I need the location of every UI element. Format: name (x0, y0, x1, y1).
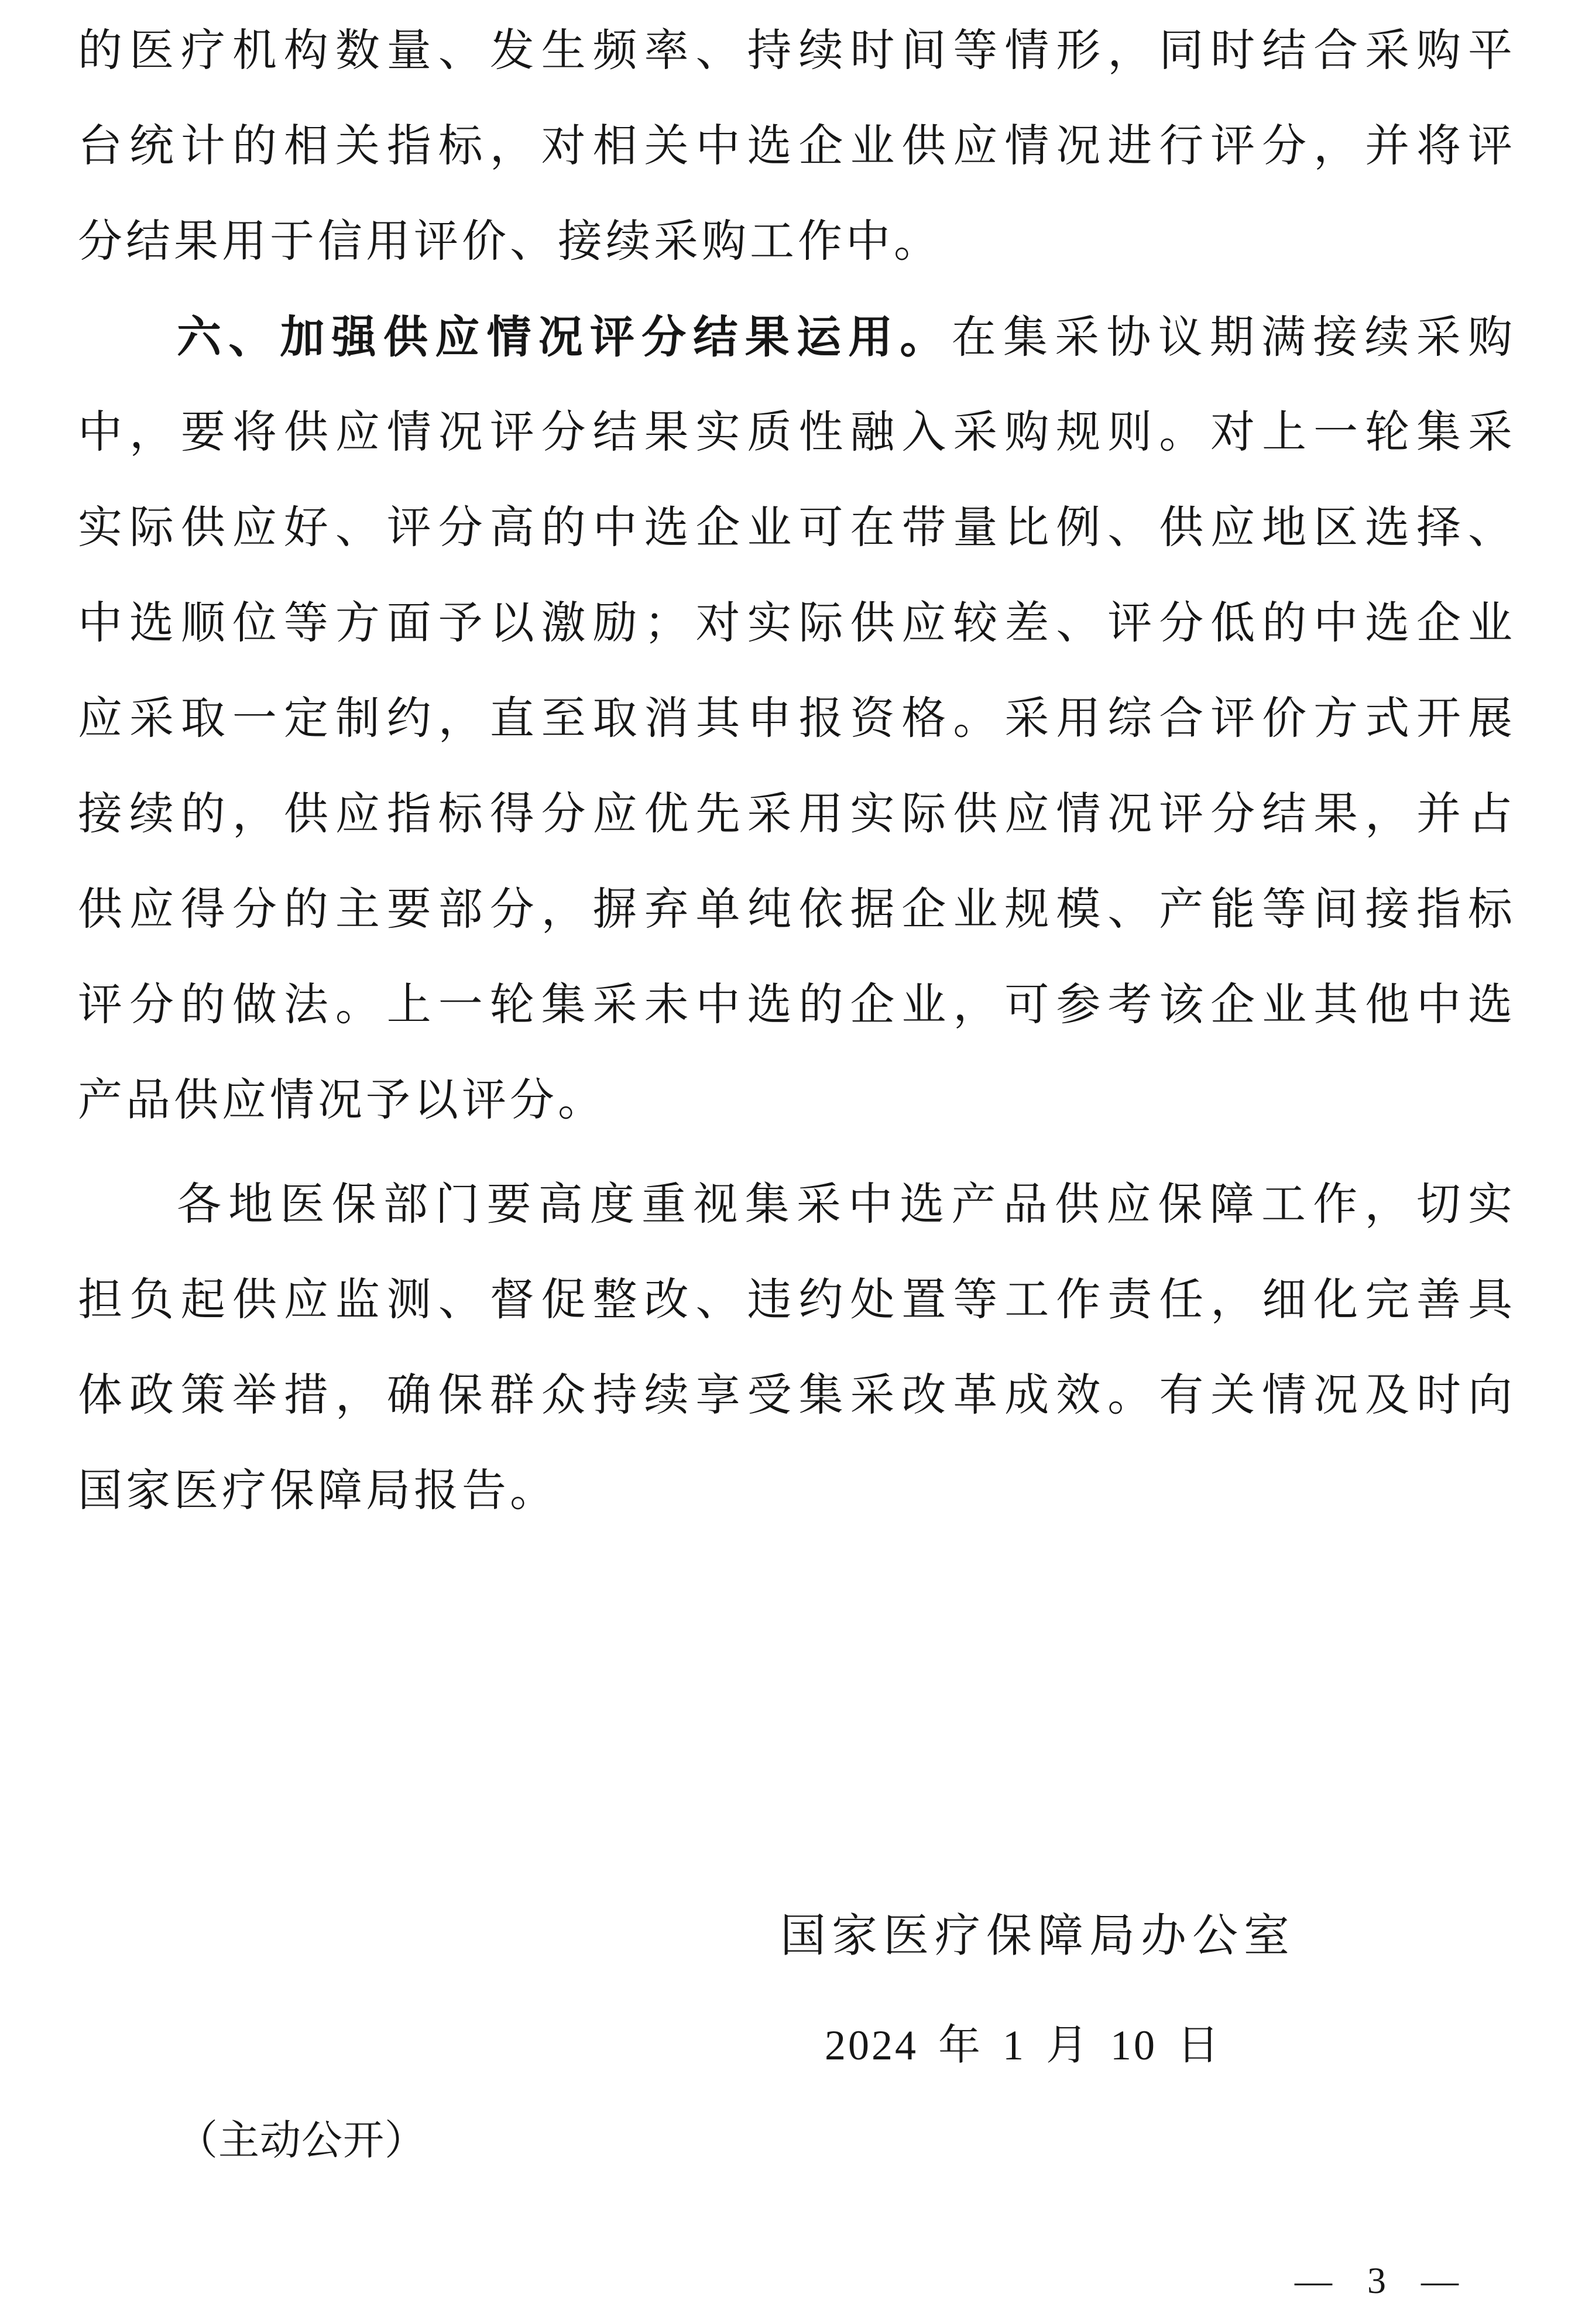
text-line: 供应得分的主要部分，摒弃单纯依据企业规模、产能等间接指标 (78, 885, 1516, 934)
paragraph (78, 4, 1516, 290)
text-line: 中，要将供应情况评分结果实质性融入采购规则。对上一轮集采 (78, 408, 1516, 457)
text-line: 的医疗机构数量、发生频率、持续时间等情形，同时结合采购平 (78, 26, 1516, 76)
signature-date: 2024 年 1 月 10 日 (824, 2022, 1222, 2069)
text-line: 应采取一定制约，直至取消其申报资格。采用综合评价方式开展 (78, 694, 1516, 743)
disclosure-note: （主动公开） (177, 2119, 426, 2164)
text-line: 体政策举措，确保群众持续享受集采改革成效。有关情况及时向 (78, 1371, 1516, 1420)
text-line: 各地医保部门要高度重视集采中选产品供应保障工作，切实 (177, 1180, 1516, 1229)
paragraph (78, 290, 1516, 1149)
signature-issuer: 国家医疗保障局办公室 (780, 1910, 1295, 1961)
paragraph (78, 1157, 1516, 1539)
text-line: 台统计的相关指标，对相关中选企业供应情况进行评分，并将评 (78, 122, 1516, 171)
text-line: 分结果用于信用评价、接续采购工作中。 (78, 217, 942, 266)
document-body (78, 4, 1516, 1539)
text-line: 产品供应情况予以评分。 (78, 1076, 606, 1125)
text-line: 评分的做法。上一轮集采未中选的企业，可参考该企业其他中选 (78, 981, 1516, 1030)
text-line: 实际供应好、评分高的中选企业可在带量比例、供应地区选择、 (78, 503, 1516, 553)
section-heading-bold: 六、加强供应情况评分结果运用。 (177, 313, 952, 362)
text-segment: 在集采协议期满接续采购 (951, 313, 1516, 362)
signature-block (78, 1888, 1516, 2093)
page-number: — 3 — (1295, 2260, 1460, 2301)
text-line: 担负起供应监测、督促整改、违约处置等工作责任，细化完善具 (78, 1276, 1516, 1325)
text-line: 接续的，供应指标得分应优先采用实际供应情况评分结果，并占 (78, 790, 1516, 839)
text-line: 中选顺位等方面予以激励；对实际供应较差、评分低的中选企业 (78, 599, 1516, 648)
text-line (78, 290, 1516, 385)
text-line: 国家医疗保障局报告。 (78, 1466, 558, 1516)
